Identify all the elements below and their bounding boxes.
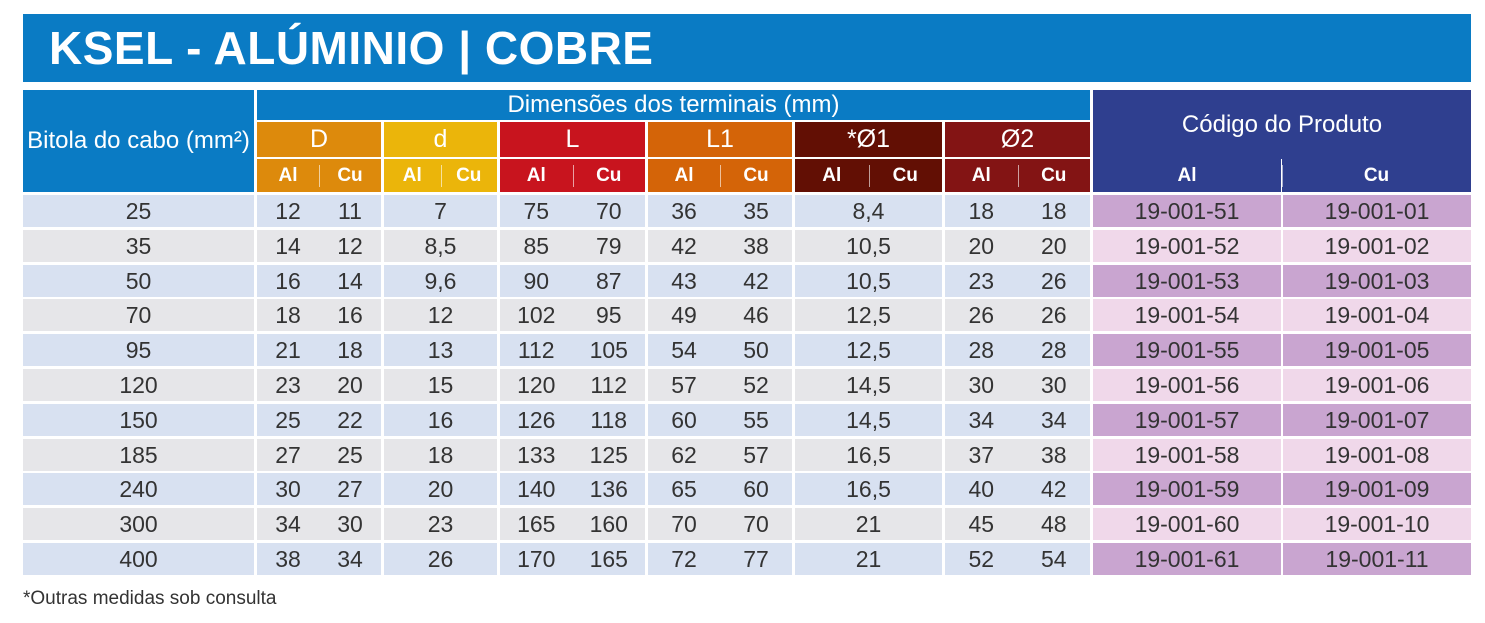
- cell-l1-al: 49: [671, 301, 697, 328]
- header-sub-divider: [720, 165, 721, 187]
- cell-code-cu: 19-001-05: [1283, 334, 1471, 366]
- cell-bitola: 300: [23, 508, 254, 540]
- cell-l-cu: 95: [595, 301, 622, 328]
- cell-l1-al: 42: [671, 232, 697, 259]
- cell-l-cu: 70: [595, 197, 622, 224]
- header-sub: Al: [648, 159, 720, 192]
- cell-d-al: 21: [275, 336, 301, 363]
- cell-phi2-cu: 28: [1040, 336, 1067, 363]
- header-sub: Cu: [1018, 159, 1091, 192]
- header-sub: Al: [500, 159, 573, 192]
- cell-d-cu: 22: [337, 406, 363, 433]
- cell-d-al: 25: [275, 406, 301, 433]
- cell-l-cu: 165: [589, 545, 628, 572]
- cell-l-al: 112: [517, 336, 555, 363]
- cell-phi2-cu: 20: [1040, 232, 1067, 259]
- cell-l1-al: 65: [671, 475, 697, 502]
- cell-d-al: 23: [275, 371, 301, 398]
- header-group: D: [257, 122, 381, 157]
- cell-phi2-cu: 18: [1040, 197, 1067, 224]
- cell-l1-al: 54: [671, 336, 697, 363]
- cell-d-small: 12: [427, 301, 454, 328]
- header-sub: Al: [945, 159, 1018, 192]
- cell-d-cu: 16: [337, 301, 363, 328]
- header-group: d: [384, 122, 497, 157]
- cell-phi1: 14,5: [846, 406, 891, 433]
- cell-d-cu: 14: [337, 267, 363, 294]
- cell-code-al: 19-001-58: [1093, 439, 1281, 471]
- cell-phi1: 12,5: [846, 301, 891, 328]
- header-sub-divider: [869, 165, 870, 187]
- cell-l-cu: 118: [590, 406, 628, 433]
- cell-bitola: 240: [23, 473, 254, 505]
- cell-l-cu: 136: [589, 475, 628, 502]
- cell-d-cu: 25: [337, 441, 363, 468]
- cell-phi1: 16,5: [846, 475, 891, 502]
- cell-bitola: 25: [23, 195, 254, 227]
- header-codigo-sub: Cu: [1282, 159, 1471, 192]
- cell-l1-cu: 38: [743, 232, 769, 259]
- cell-d-cu: 30: [337, 510, 363, 537]
- cell-code-cu: 19-001-07: [1283, 404, 1471, 436]
- cell-phi2-cu: 48: [1040, 510, 1067, 537]
- cell-l-al: 75: [523, 197, 550, 224]
- header-dimensoes: Dimensões dos terminais (mm): [257, 90, 1090, 120]
- cell-l-al: 120: [517, 371, 556, 398]
- cell-phi1: 21: [855, 510, 882, 537]
- cell-l-al: 165: [517, 510, 556, 537]
- cell-code-al: 19-001-54: [1093, 299, 1281, 331]
- cell-phi2-al: 52: [968, 545, 995, 572]
- header-sub: Al: [384, 159, 441, 192]
- cell-code-cu: 19-001-10: [1283, 508, 1471, 540]
- cell-l1-al: 60: [671, 406, 697, 433]
- cell-l1-al: 57: [671, 371, 697, 398]
- cell-code-cu: 19-001-11: [1283, 543, 1471, 575]
- cell-l-cu: 87: [595, 267, 622, 294]
- cell-d-al: 16: [275, 267, 301, 294]
- cell-d-al: 14: [275, 232, 301, 259]
- cell-code-al: 19-001-51: [1093, 195, 1281, 227]
- cell-phi2-cu: 54: [1040, 545, 1067, 572]
- cell-l-cu: 105: [589, 336, 628, 363]
- cell-code-al: 19-001-60: [1093, 508, 1281, 540]
- cell-l1-al: 36: [671, 197, 697, 224]
- cell-d-cu: 11: [338, 197, 362, 224]
- cell-code-al: 19-001-53: [1093, 265, 1281, 297]
- cell-d-small: 18: [427, 441, 454, 468]
- header-sub: Cu: [319, 159, 381, 192]
- cell-phi1: 10,5: [846, 267, 891, 294]
- header-codigo-divider: [1282, 165, 1283, 187]
- cell-code-cu: 19-001-03: [1283, 265, 1471, 297]
- cell-code-al: 19-001-57: [1093, 404, 1281, 436]
- cell-code-cu: 19-001-04: [1283, 299, 1471, 331]
- cell-bitola: 120: [23, 369, 254, 401]
- cell-phi2-al: 20: [968, 232, 995, 259]
- cell-d-al: 27: [275, 441, 301, 468]
- cell-l1-cu: 46: [743, 301, 769, 328]
- cell-code-cu: 19-001-08: [1283, 439, 1471, 471]
- cell-d-small: 26: [427, 545, 454, 572]
- cell-bitola: 400: [23, 543, 254, 575]
- cell-phi1: 14,5: [846, 371, 891, 398]
- cell-d-small: 20: [427, 475, 454, 502]
- cell-l-al: 140: [517, 475, 556, 502]
- header-sub-divider: [441, 165, 442, 187]
- cell-l1-cu: 52: [743, 371, 769, 398]
- cell-code-al: 19-001-61: [1093, 543, 1281, 575]
- cell-phi1: 21: [855, 545, 882, 572]
- header-sub: Cu: [441, 159, 498, 192]
- cell-d-al: 18: [275, 301, 301, 328]
- cell-bitola: 185: [23, 439, 254, 471]
- cell-d-cu: 34: [337, 545, 363, 572]
- cell-phi2-cu: 26: [1040, 267, 1067, 294]
- cell-l1-cu: 60: [743, 475, 769, 502]
- cell-d-small: 8,5: [424, 232, 457, 259]
- cell-d-small: 15: [427, 371, 454, 398]
- cell-d-al: 12: [275, 197, 301, 224]
- header-sub: Cu: [573, 159, 646, 192]
- cell-l-al: 85: [523, 232, 550, 259]
- cell-l-al: 126: [517, 406, 556, 433]
- header-sub: Cu: [720, 159, 792, 192]
- cell-d-small: 13: [427, 336, 454, 363]
- cell-phi2-cu: 38: [1040, 441, 1067, 468]
- cell-d-cu: 20: [337, 371, 363, 398]
- cell-d-cu: 27: [337, 475, 363, 502]
- cell-bitola: 50: [23, 265, 254, 297]
- header-group: Ø2: [945, 122, 1090, 157]
- footnote: *Outras medidas sob consulta: [23, 588, 277, 609]
- cell-phi2-cu: 30: [1040, 371, 1067, 398]
- header-sub: Cu: [869, 159, 943, 192]
- cell-phi2-al: 37: [968, 441, 995, 468]
- cell-phi2-al: 40: [968, 475, 995, 502]
- cell-phi2-al: 34: [968, 406, 995, 433]
- cell-l1-al: 43: [671, 267, 697, 294]
- cell-d-cu: 12: [337, 232, 363, 259]
- cell-phi2-al: 45: [968, 510, 995, 537]
- cell-l1-cu: 50: [743, 336, 769, 363]
- header-group: *Ø1: [795, 122, 942, 157]
- cell-phi1: 8,4: [852, 197, 885, 224]
- cell-l1-cu: 42: [743, 267, 769, 294]
- cell-d-small: 16: [427, 406, 454, 433]
- cell-l1-cu: 57: [743, 441, 769, 468]
- cell-d-small: 9,6: [424, 267, 457, 294]
- cell-d-al: 30: [275, 475, 301, 502]
- cell-bitola: 35: [23, 230, 254, 262]
- header-sub: Al: [795, 159, 869, 192]
- cell-phi2-cu: 34: [1040, 406, 1067, 433]
- cell-code-al: 19-001-59: [1093, 473, 1281, 505]
- cell-l1-cu: 35: [743, 197, 769, 224]
- cell-l1-al: 70: [671, 510, 697, 537]
- cell-l-al: 102: [517, 301, 556, 328]
- cell-phi2-al: 26: [968, 301, 995, 328]
- cell-code-cu: 19-001-02: [1283, 230, 1471, 262]
- cell-l-al: 170: [517, 545, 556, 572]
- cell-phi1: 16,5: [846, 441, 891, 468]
- cell-l1-cu: 77: [743, 545, 769, 572]
- header-sub-divider: [1018, 165, 1019, 187]
- cell-l-cu: 112: [590, 371, 628, 398]
- cell-l-cu: 125: [589, 441, 628, 468]
- cell-l-al: 133: [517, 441, 556, 468]
- cell-bitola: 150: [23, 404, 254, 436]
- cell-d-cu: 18: [337, 336, 363, 363]
- page-title: KSEL - ALÚMINIO | COBRE: [23, 14, 1471, 82]
- cell-phi2-al: 30: [968, 371, 995, 398]
- header-sub: Al: [257, 159, 319, 192]
- cell-l1-al: 62: [671, 441, 697, 468]
- cell-code-cu: 19-001-06: [1283, 369, 1471, 401]
- cell-code-cu: 19-001-09: [1283, 473, 1471, 505]
- header-codigo-sub: Al: [1093, 159, 1281, 192]
- cell-d-al: 34: [275, 510, 301, 537]
- cell-l1-cu: 70: [743, 510, 769, 537]
- cell-d-small: 7: [434, 197, 447, 224]
- header-group: L1: [648, 122, 792, 157]
- cell-phi2-al: 28: [968, 336, 995, 363]
- cell-d-al: 38: [275, 545, 301, 572]
- cell-l1-al: 72: [671, 545, 697, 572]
- cell-l1-cu: 55: [743, 406, 769, 433]
- cell-phi1: 10,5: [846, 232, 891, 259]
- cell-bitola: 70: [23, 299, 254, 331]
- header-sub-divider: [573, 165, 574, 187]
- header-bitola: Bitola do cabo (mm²): [23, 90, 254, 192]
- cell-code-al: 19-001-56: [1093, 369, 1281, 401]
- cell-phi2-cu: 42: [1040, 475, 1067, 502]
- cell-l-cu: 160: [589, 510, 628, 537]
- cell-phi1: 12,5: [846, 336, 891, 363]
- header-sub-divider: [319, 165, 320, 187]
- cell-phi2-al: 18: [968, 197, 995, 224]
- cell-phi2-al: 23: [968, 267, 995, 294]
- cell-bitola: 95: [23, 334, 254, 366]
- header-codigo: Código do Produto: [1093, 90, 1471, 159]
- header-group: L: [500, 122, 645, 157]
- cell-phi2-cu: 26: [1040, 301, 1067, 328]
- cell-l-cu: 79: [595, 232, 622, 259]
- cell-code-al: 19-001-55: [1093, 334, 1281, 366]
- cell-code-cu: 19-001-01: [1283, 195, 1471, 227]
- cell-l-al: 90: [523, 267, 550, 294]
- cell-d-small: 23: [427, 510, 454, 537]
- cell-code-al: 19-001-52: [1093, 230, 1281, 262]
